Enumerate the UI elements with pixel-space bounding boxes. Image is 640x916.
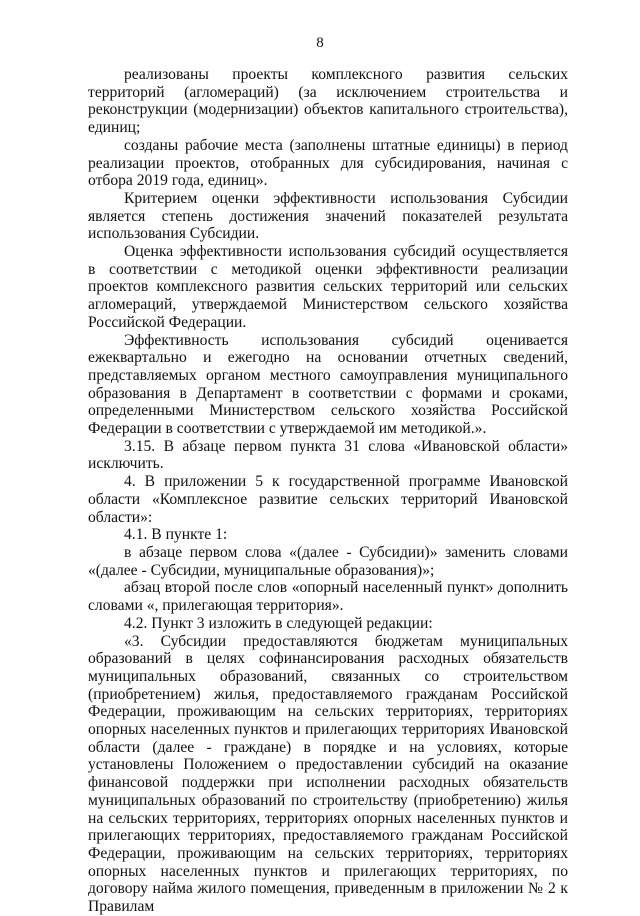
- paragraph-clause-4-1: 4.1. В пункте 1:: [124, 526, 228, 544]
- document-body: [88, 66, 568, 916]
- paragraph-clause-4: 4. В приложении 5 к государственной программе Ивановской области «Комплексное развитие сельских территорий Ивановской области»:: [88, 473, 568, 526]
- paragraph-clause-3-15: 3.15. В абзаце первом пункта 31 слова «Ивановской области» исключить.: [88, 437, 568, 473]
- page-number: 8: [316, 35, 324, 51]
- paragraph-efficiency-assessment: Оценка эффективности использования субсидий осуществляется в соответствии с методикой оценки эффективности реализации проектов комплексного развития сельских территорий или сельских агломераций, утверждаемой Министерством сельского хозяйства Российской Федерации.: [88, 243, 568, 331]
- paragraph-efficiency-reporting: Эффективность использования субсидий оценивается ежеквартально и ежегодно на основании отчетных сведений, представляемых органом местного самоуправления муниципального образования в Департамент в соответствии с формами и сроками, определенными Министерством сельского хозяйства Российской Федерации в соответствии с утверждаемой им методикой.».: [88, 331, 568, 438]
- paragraph-indicator-projects: реализованы проекты комплексного развития сельских территорий (агломераций) (за исключением строительства и реконструкции (модернизации) объектов капитального строительства), единиц;: [88, 66, 568, 137]
- paragraph-new-clause-3: «3. Субсидии предоставляются бюджетам муниципальных образований в целях софинансирования расходных обязательств муниципальных образований, связанных со строительством (приобретением) жилья, предоставляемого гражданам Российской Федерации, проживающим на сельских территориях, территориях опорных населенных пунктов и прилегающих территориях Ивановской области (далее - граждане) в порядке и на условиях, которые установлены Положением о предоставлении субсидий на оказание финансовой поддержки при исполнении расходных обязательств муниципальных образований по строительству (приобретению) жилья на сельских территориях, территориях опорных населенных пунктов и прилегающих территориях, предоставляемого гражданам Российской Федерации, проживающим на сельских территориях, территориях опорных населенных пунктов и прилегающих территориях, по договору найма жилого помещения, приведенным в приложении № 2 к Правилам: [88, 632, 568, 916]
- paragraph-first-abzac-change: в абзаце первом слова «(далее - Субсидии)» заменить словами «(далее - Субсидии, муниципальные образования)»;: [88, 543, 568, 579]
- paragraph-indicator-jobs: созданы рабочие места (заполнены штатные единицы) в период реализации проектов, отобранных для субсидирования, начиная с отбора 2019 года, единиц».: [88, 136, 568, 190]
- paragraph-clause-4-2: 4.2. Пункт 3 изложить в следующей редакции:: [124, 614, 433, 632]
- paragraph-second-abzac-change: абзац второй после слов «опорный населенный пункт» дополнить словами «, прилегающая территория».: [88, 579, 568, 615]
- paragraph-efficiency-criterion: Критерием оценки эффективности использования Субсидии является степень достижения значений показателей результата использования Субсидии.: [88, 189, 568, 243]
